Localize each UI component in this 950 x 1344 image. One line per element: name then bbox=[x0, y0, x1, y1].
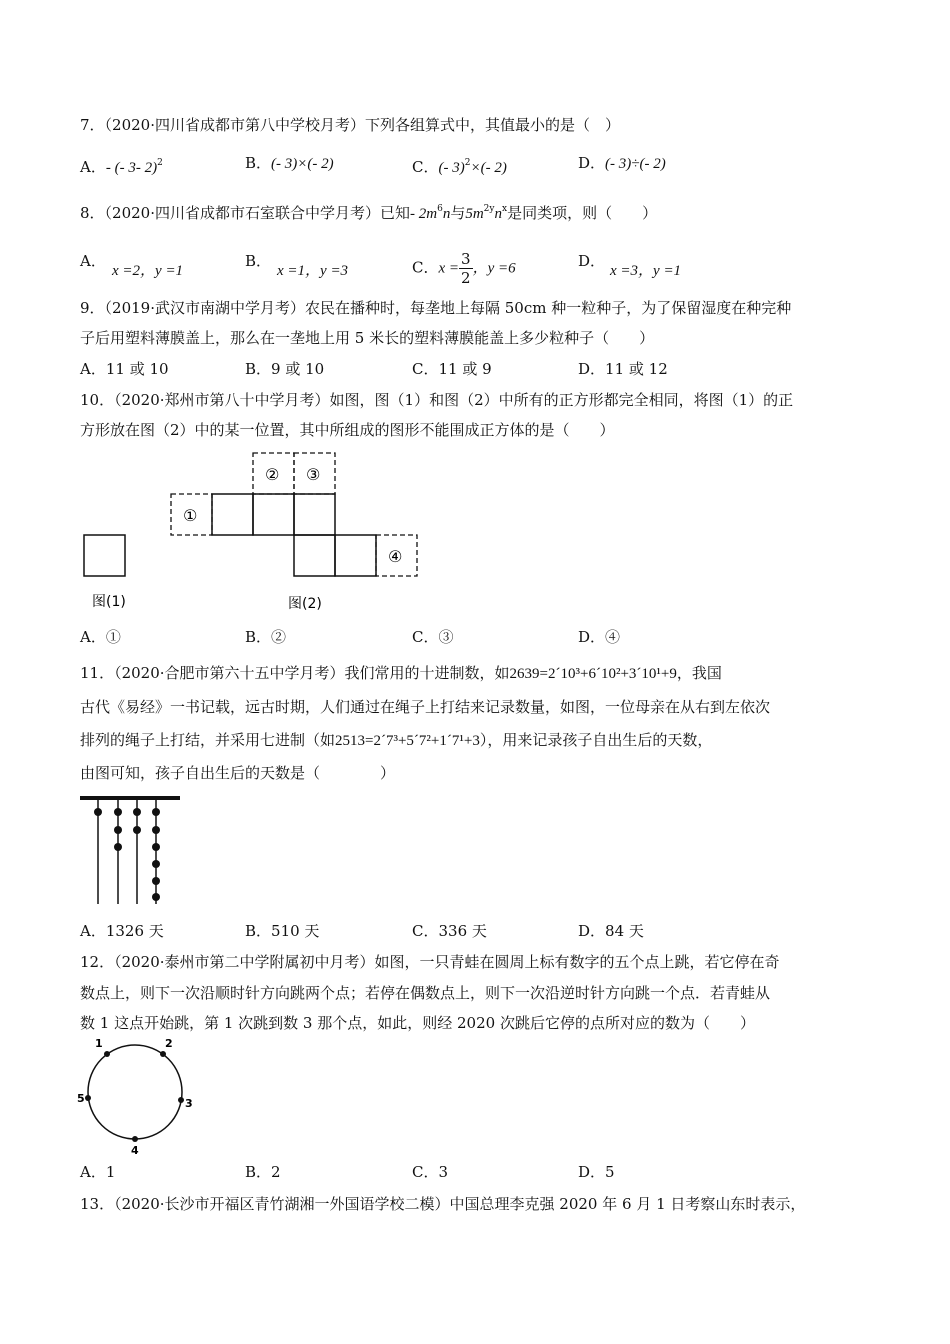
label-4: 4 bbox=[131, 1144, 139, 1157]
knot bbox=[152, 877, 160, 885]
fig2-caption: 图(2) bbox=[288, 596, 322, 612]
knot bbox=[114, 826, 122, 834]
q9-option-d: D．11 或 12 bbox=[578, 360, 668, 378]
q10-line1: 10．（2020·郑州市第八十中学月考）如图，图（1）和图（2）中所有的正方形都完全相同，将图（1）的正 bbox=[80, 391, 794, 409]
q9-line1: 9．（2019·武汉市南湖中学月考）农民在播种时，每垄地上每隔 50cm 种一粒种子，为了保留湿度在种完种 bbox=[80, 299, 792, 317]
q11-line3: 排列的绳子上打结，并采用七进制（如2513=2´7³+5´7²+1´7¹+3），用来记录孩子自出生后的天数， bbox=[80, 731, 713, 749]
q8-stem: 8．（2020·四川省成都市石室联合中学月考）已知- $2m^6n$与$5m^{2y}n^x$是同类项，则（ ） bbox=[80, 204, 658, 222]
q8-option-a-value: x =2，y =1 bbox=[112, 263, 184, 279]
q9-option-b: B．9 或 10 bbox=[245, 360, 325, 378]
q11-knot-ropes-figure bbox=[76, 792, 186, 912]
q8-option-a-label: A． bbox=[80, 252, 106, 270]
knot bbox=[152, 826, 160, 834]
q13-line1: 13．（2020·长沙市开福区青竹湖湘一外国语学校二模）中国总理李克强 2020 年 6 月 1 日考察山东时表示， bbox=[80, 1195, 806, 1213]
knot bbox=[133, 826, 141, 834]
label-4: ④ bbox=[388, 547, 403, 566]
q7-option-b: B．(- 3)×(- 2) bbox=[245, 154, 334, 172]
knot bbox=[152, 843, 160, 851]
fig1-caption: 图(1) bbox=[92, 594, 126, 610]
q12-line1: 12．（2020·泰州市第二中学附属初中月考）如图，一只青蛙在圆周上标有数字的五个点上跳，若它停在奇 bbox=[80, 953, 780, 971]
point-2 bbox=[160, 1051, 166, 1057]
knot bbox=[94, 808, 102, 816]
knot bbox=[152, 893, 160, 901]
q12-line3: 数 1 这点开始跳，第 1 次跳到数 3 那个点，如此，则经 2020 次跳后它停的点所对应的数为（ ） bbox=[80, 1014, 755, 1032]
q10-option-a: A．① bbox=[80, 628, 121, 646]
label-5: 5 bbox=[77, 1092, 85, 1105]
q11-line2: 古代《易经》一书记载，远古时期，人们通过在绳子上打结来记录数量，如图，一位母亲在从右到左依次 bbox=[80, 698, 771, 716]
fig2-square bbox=[335, 535, 376, 576]
q12-circle-figure bbox=[70, 1032, 210, 1162]
label-2: 2 bbox=[165, 1037, 173, 1050]
label-2: ② bbox=[265, 465, 280, 484]
jump-circle bbox=[88, 1045, 182, 1139]
q7-stem: 7．（2020·四川省成都市第八中学校月考）下列各组算式中，其值最小的是（ ） bbox=[80, 116, 620, 134]
q12-line2: 数点上，则下一次沿顺时针方向跳两个点；若停在偶数点上，则下一次沿逆时针方向跳一个点．若青蛙从 bbox=[80, 984, 771, 1002]
knot bbox=[133, 808, 141, 816]
fig2-square bbox=[212, 494, 253, 535]
label-1: ① bbox=[183, 506, 198, 525]
q11-option-a: A．1326 天 bbox=[80, 922, 164, 940]
q8-option-c-fraction: $\frac{3}{2}$ bbox=[461, 250, 471, 287]
fig2-square bbox=[294, 535, 335, 576]
q10-option-c: C．③ bbox=[412, 628, 454, 646]
q11-option-b: B．510 天 bbox=[245, 922, 320, 940]
knot bbox=[114, 843, 122, 851]
q10-figure bbox=[0, 440, 950, 620]
q10-option-d: D．④ bbox=[578, 628, 621, 646]
point-5 bbox=[85, 1095, 91, 1101]
knot bbox=[114, 808, 122, 816]
q9-option-c: C．11 或 9 bbox=[412, 360, 492, 378]
q9-line2: 子后用塑料薄膜盖上，那么在一垄地上用 5 米长的塑料薄膜能盖上多少粒种子（ ） bbox=[80, 329, 655, 347]
fig2-square bbox=[253, 494, 294, 535]
q8-option-c: C．x = $\frac{3}{2}$ ，y =6 bbox=[412, 250, 516, 287]
q8-option-b-value: x =1，y =3 bbox=[277, 263, 349, 279]
q11-line1: 11．（2020·合肥市第六十五中学月考）我们常用的十进制数，如2639=2´10³+6´10²+3´10¹+9，我国 bbox=[80, 664, 722, 682]
q8-option-d-value: x =3，y =1 bbox=[610, 263, 682, 279]
q11-line4: 由图可知，孩子自出生后的天数是（ ） bbox=[80, 764, 396, 782]
q9-option-a: A．11 或 10 bbox=[80, 360, 169, 378]
q11-option-c: C．336 天 bbox=[412, 922, 487, 940]
knot bbox=[152, 808, 160, 816]
q12-option-b: B．2 bbox=[245, 1163, 281, 1181]
q11-option-d: D．84 天 bbox=[578, 922, 644, 940]
knot bbox=[152, 860, 160, 868]
q7-option-a: A．- (- 3- 2)$^2$ bbox=[80, 158, 163, 176]
q10-line2: 方形放在图（2）中的某一位置，其中所组成的图形不能围成正方体的是（ ） bbox=[80, 421, 615, 439]
q10-option-b: B．② bbox=[245, 628, 287, 646]
q7-option-c: C．(- 3)$^2$×(- 2) bbox=[412, 158, 507, 176]
q12-option-c: C．3 bbox=[412, 1163, 449, 1181]
fig2-square bbox=[294, 494, 335, 535]
rope-bar bbox=[80, 796, 180, 800]
q7-option-d: D．(- 3)÷(- 2) bbox=[578, 154, 666, 172]
point-1 bbox=[104, 1051, 110, 1057]
fig1-square bbox=[84, 535, 125, 576]
q12-option-d: D．5 bbox=[578, 1163, 615, 1181]
label-3: 3 bbox=[185, 1097, 193, 1110]
point-4 bbox=[132, 1136, 138, 1142]
q8-option-d-label: D． bbox=[578, 252, 606, 270]
label-3: ③ bbox=[306, 465, 321, 484]
point-3 bbox=[178, 1097, 184, 1103]
q8-option-b-label: B． bbox=[245, 252, 272, 270]
label-1: 1 bbox=[95, 1037, 103, 1050]
q12-option-a: A．1 bbox=[80, 1163, 116, 1181]
